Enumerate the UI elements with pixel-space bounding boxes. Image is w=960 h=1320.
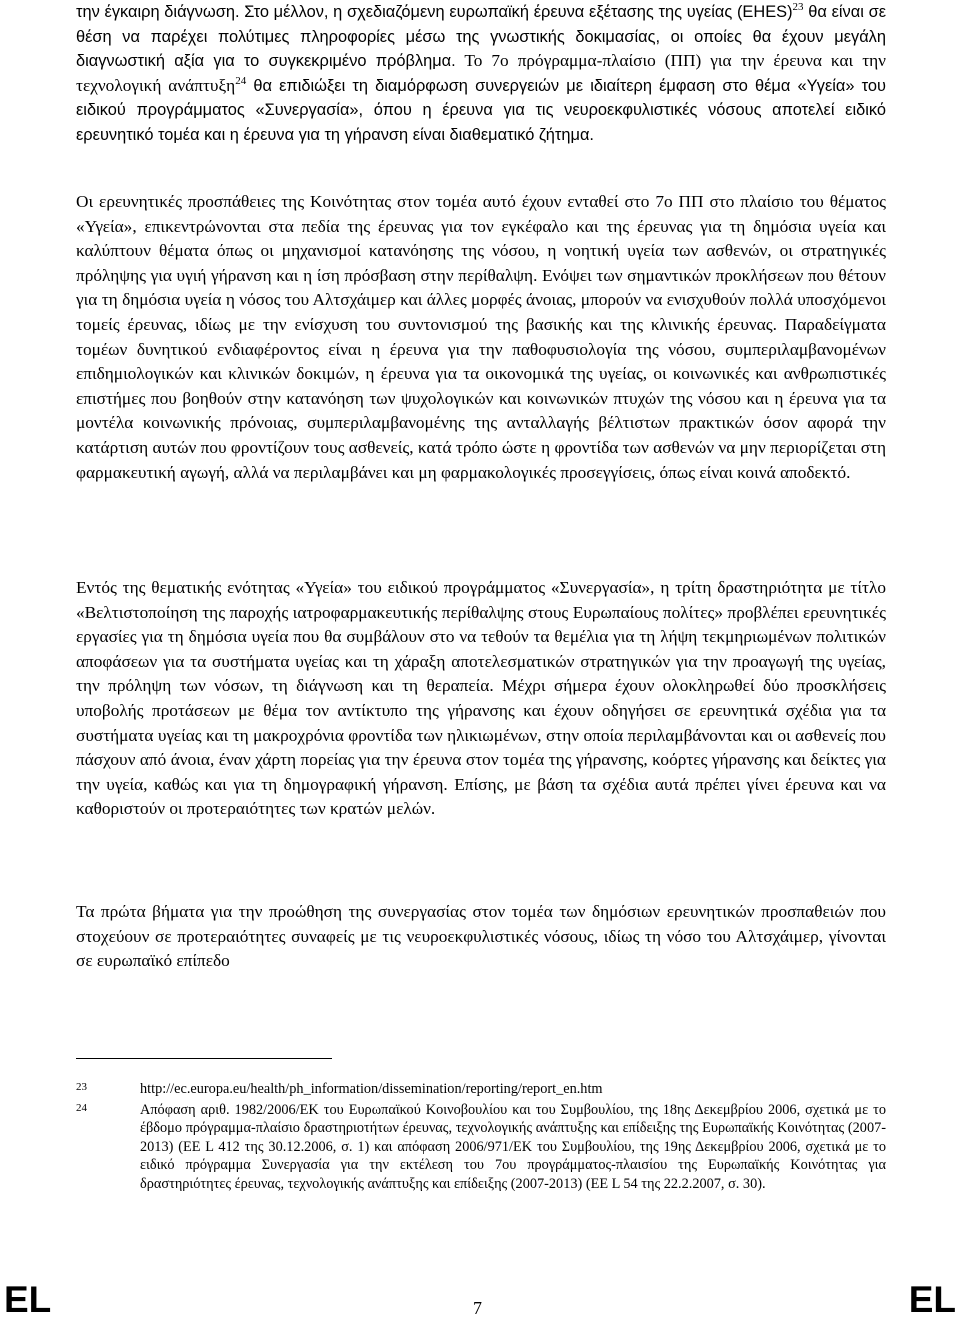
- footnote-24: [76, 1101, 886, 1194]
- footer-language-right: EL: [908, 1279, 956, 1320]
- footer-language-left: EL: [4, 1279, 52, 1320]
- footnote-number-24: 24: [76, 1101, 87, 1114]
- footnote-number-23: 23: [76, 1081, 87, 1093]
- footnote-ref-23[interactable]: 23: [792, 1, 804, 14]
- footnote-ref-24[interactable]: 24: [235, 75, 247, 88]
- paragraph-1-after-ref-23: θα είναι σε θέση να παρέχει πολύτιμες πληροφορίες μέσω της γνωστικής δοκιμασίας, οι οποίες θα έχουν μεγάλη διαγνωστική αξία για το συγκεκριμένο πρόβλημα.: [76, 3, 886, 71]
- footnote-23: [76, 1080, 886, 1099]
- paragraph-2: Οι ερευνητικές προσπάθειες της Κοινότητας στον τομέα αυτό έχουν ενταθεί στο 7ο ΠΠ στο πλαίσιο του θέματος «Υγεία», επικεντρώνονται στα πεδία της έρευνας για τον εγκέφαλο και της έρευνας για τη δημόσια υγεία και καλύπτουν θέματα όπως οι μηχανισμοί κατανόησης της νόσου, η νοητική υγεία των ασθενών, οι στρατηγικές πρόληψης για υγιή γήρανση και η ίση πρόσβαση στην περίθαλψη. Ενόψει των σημαντικών προκλήσεων που θέτουν για τη δημόσια υγεία η νόσος του Αλτσχάιμερ και άλλες μορφές άνοιας, μπορούν να ενισχυθούν πολλά υποσχόμενοι τομείς έρευνας, ιδίως με την ενίσχυση του συντονισμού της βασικής και της κλινικής έρευνας. Παραδείγματα τομέων δυνητικού ενδιαφέροντος είναι η έρευνα για την παθοφυσιολογία της νόσου, συμπεριλαμβανομένων επιδημιολογικών και κλινικών δοκιμών, η έρευνα για τα οικονομικά της υγείας, οι κοινωνικές και ανθρωπιστικές επιστήμες που βοηθούν στην κατανόηση των ψυχολογικών και κοινωνικών πτυχών της νόσου και η έρευνα για τα μοντέλα κοινωνικής πρόνοιας, συμπεριλαμβανομένης της ανταλλαγής βέλτιστων πρακτικών όσον αφορά την κατάρτιση αυτών που φροντίζουν τους ασθενείς, κατά τρόπο ώστε η φροντίδα των ασθενών να μην περιορίζεται στη φαρμακευτική αγωγή, αλλά να περιλαμβάνει και μη φαρμακολογικές προσεγγίσεις, όπως είναι κοινά αποδεκτό.: [76, 192, 886, 482]
- paragraph-1-lead: την έγκαιρη διάγνωση. Στο μέλλον, η σχεδιαζόμενη ευρωπαϊκή έρευνα εξέτασης της υγείας (EHES): [76, 3, 793, 21]
- paragraph-4: Τα πρώτα βήματα για την προώθηση της συνεργασίας στον τομέα των δημόσιων ερευνητικών προσπαθειών που στοχεύουν σε προτεραιότητες συναφείς με τις νευροεκφυλιστικές νόσους, ιδίως τη νόσο του Αλτσχάιμερ, γίνονται σε ευρωπαϊκό επίπεδο: [76, 902, 886, 971]
- paragraph-1: [76, 0, 886, 148]
- footnote-separator: [76, 1058, 332, 1059]
- paragraph-1-before-ref-24: Το 7ο πρόγραμμα-πλαίσιο (ΠΠ) για την έρευνα και την τεχνολογική ανάπτυξη: [76, 51, 886, 95]
- footnote-text-24: Απόφαση αριθ. 1982/2006/ΕΚ του Ευρωπαϊκού Κοινοβουλίου και του Συμβουλίου, της 18ης Δεκεμβρίου 2006, σχετικά με το έβδομο πρόγραμμα-πλαίσιο δραστηριοτήτων έρευνας, τεχνολογικής ανάπτυξης και επίδειξης της Ευρωπαϊκής Κοινότητας (2007-2013) (ΕΕ L 412 της 30.12.2006, σ. 1) και απόφαση 2006/971/ΕΚ του Συμβουλίου, της 19ης Δεκεμβρίου 2006, σχετικά με το ειδικό πρόγραμμα Συνεργασία για την εκτέλεση του 7ου προγράμματος-πλαισίου της Ευρωπαϊκής Κοινότητας για δραστηριότητες έρευνας, τεχνολογικής ανάπτυξης και επίδειξης (2007-2013) (ΕΕ L 54 της 22.2.2007, σ. 30).: [140, 1101, 886, 1192]
- paragraph-3: Εντός της θεματικής ενότητας «Υγεία» του ειδικού προγράμματος «Συνεργασία», η τρίτη δραστηριότητα με τίτλο «Βελτιστοποίηση της παροχής ιατροφαρμακευτικής περίθαλψης στους Ευρωπαίους πολίτες» προβλέπει ερευνητικές εργασίες για τη δημόσια υγεία που θα συμβάλουν στο να τεθούν τα θεμέλια για τη λήψη τεκμηριωμένων πολιτικών αποφάσεων για τα συστήματα υγείας και τη χάραξη αποτελεσματικών στρατηγικών για την προαγωγή της υγείας, την πρόληψη των νόσων, τη διάγνωση και τη θεραπεία. Μέχρι σήμερα έχουν ολοκληρωθεί δύο προσκλήσεις υποβολής προτάσεων με θέμα τον αντίκτυπο της γήρανσης και έχουν οδηγήσει σε ερευνητικά σχέδια για τα συστήματα υγείας και τη μακροχρόνια φροντίδα των ηλικιωμένων, στην οποία περιλαμβάνονται και οι ασθενείς που πάσχουν από άνοια, έναν χάρτη πορείας για την έρευνα στον τομέα της γήρανσης, κοόρτες γήρανσης και δείκτες για την υγεία, καθώς και για τη δημογραφική γήρανση. Επίσης, με βάση τα σχέδια αυτά πρέπει γίνει έρευνα και να καθοριστούν οι προτεραιότητες των κρατών μελών.: [76, 578, 886, 819]
- page-number: 7: [473, 1298, 482, 1318]
- paragraph-1-after-ref-24: θα επιδιώξει τη διαμόρφωση συνεργειών με ιδιαίτερη έμφαση στο θέμα «Υγεία» του ειδικού προγράμματος «Συνεργασία», όπου η έρευνα για τις νευροεκφυλιστικές νόσους αποτελεί ειδικό ερευνητικό τομέα και η έρευνα για τη γήρανση είναι διαθεματικό ζήτημα.: [76, 76, 886, 144]
- footnote-link-23[interactable]: http://ec.europa.eu/health/ph_information/dissemination/reporting/report_en.htm: [140, 1081, 603, 1097]
- footnotes: [76, 1080, 886, 1194]
